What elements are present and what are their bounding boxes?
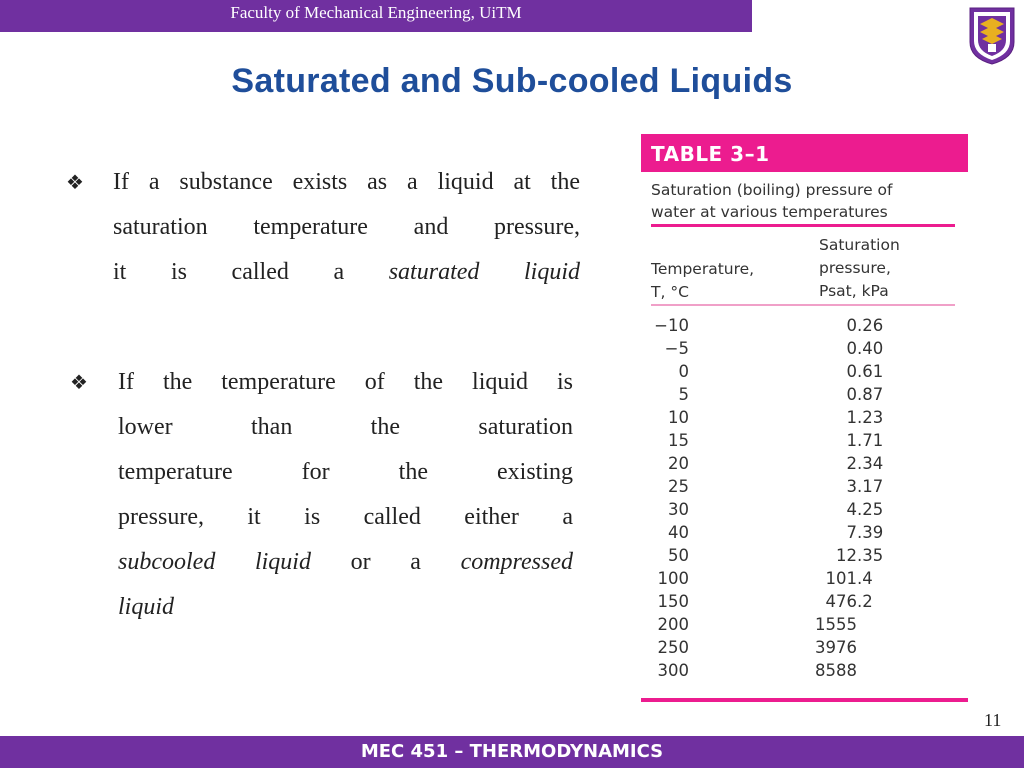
bullet-1-line-3-text: it is called a: [113, 259, 389, 285]
pressure-cell: 1.71: [846, 431, 884, 450]
table-row: [641, 431, 968, 454]
table-caption-line-2: water at various temperatures: [651, 203, 888, 221]
pressure-cell: 2.34: [846, 454, 884, 473]
bullet-2-line-5-mid: or a: [310, 549, 461, 575]
pressure-cell: 12.35: [836, 546, 884, 565]
column-header-pressure-line-2: pressure,: [819, 259, 891, 277]
temperature-cell: 50: [668, 546, 689, 565]
column-header-temperature-line-2: T, °C: [651, 283, 689, 301]
temperature-cell: 200: [657, 615, 689, 634]
temperature-cell: 300: [657, 661, 689, 680]
temperature-cell: 150: [657, 592, 689, 611]
table-top-rule: [651, 224, 955, 227]
table-caption: [651, 179, 961, 223]
pressure-cell: 3.17: [846, 477, 884, 496]
pressure-cell: 4.25: [846, 500, 884, 519]
bullet-2-line-2: lower than the saturation: [118, 414, 573, 440]
pressure-cell: 0.87: [846, 385, 884, 404]
temperature-cell: 25: [668, 477, 689, 496]
uitm-logo-icon: [966, 4, 1018, 66]
table-row: [641, 615, 968, 638]
temperature-cell: 30: [668, 500, 689, 519]
pressure-cell: 1555: [815, 615, 857, 634]
subcooled-liquid-term: subcooled liquid: [118, 549, 311, 575]
pressure-cell: 0.26: [846, 316, 884, 335]
bullet-2-line-5: [118, 540, 573, 585]
bullet-2-line-6: [118, 585, 573, 630]
pressure-cell: 0.61: [846, 362, 884, 381]
temperature-cell: −5: [664, 339, 689, 358]
temperature-cell: 10: [668, 408, 689, 427]
table-row: [641, 477, 968, 500]
bullet-2-line-4: pressure, it is called either a: [118, 504, 573, 530]
bullet-diamond-icon: ❖: [70, 372, 88, 394]
pressure-cell: 0.40: [846, 339, 884, 358]
table-row: [641, 339, 968, 362]
bullet-2-line-1: If the temperature of the liquid is: [118, 369, 573, 395]
temperature-cell: 250: [657, 638, 689, 657]
bullet-1-line-3: [113, 250, 580, 295]
table-row: [641, 500, 968, 523]
temperature-cell: 20: [668, 454, 689, 473]
bullet-2-line-3: temperature for the existing: [118, 459, 573, 485]
table-row: [641, 638, 968, 661]
liquid-term: liquid: [118, 594, 175, 620]
header-gap: [752, 0, 950, 32]
pressure-cell: 7.39: [846, 523, 884, 542]
table-row: [641, 546, 968, 569]
saturation-table: [641, 134, 968, 704]
saturated-liquid-term: saturated liquid: [388, 259, 580, 285]
temperature-cell: 100: [657, 569, 689, 588]
pressure-cell: 8588: [815, 661, 857, 680]
pressure-cell: 476.2: [825, 592, 873, 611]
compressed-term: compressed: [460, 549, 573, 575]
page-title: Saturated and Sub-cooled Liquids: [231, 62, 793, 100]
table-row: [641, 592, 968, 615]
column-header-pressure: [819, 234, 900, 303]
temperature-cell: 15: [668, 431, 689, 450]
page-number: 11: [984, 710, 1002, 730]
temperature-cell: 40: [668, 523, 689, 542]
footer-text: MEC 451 – THERMODYNAMICS: [360, 741, 664, 762]
table-row: [641, 385, 968, 408]
bullet-diamond-icon: ❖: [66, 172, 84, 194]
pressure-cell: 3976: [815, 638, 857, 657]
bullet-1-line-1: If a substance exists as a liquid at the: [113, 169, 580, 195]
table-row: [641, 408, 968, 431]
temperature-cell: 5: [678, 385, 689, 404]
table-caption-line-1: Saturation (boiling) pressure of: [651, 181, 893, 199]
table-row: [641, 454, 968, 477]
table-row: [641, 661, 968, 684]
column-header-pressure-line-1: Saturation: [819, 236, 900, 254]
pressure-cell: 1.23: [846, 408, 884, 427]
column-header-temperature-line-1: Temperature,: [651, 260, 755, 278]
bullet-1-line-2: saturation temperature and pressure,: [113, 214, 580, 240]
table-row: [641, 316, 968, 339]
table-header-rule: [651, 304, 955, 306]
table-row: [641, 362, 968, 385]
column-header-pressure-line-3: Psat, kPa: [819, 282, 889, 300]
table-bottom-rule: [641, 698, 968, 702]
temperature-cell: −10: [654, 316, 689, 335]
pressure-cell: 101.4: [825, 569, 873, 588]
temperature-cell: 0: [678, 362, 689, 381]
header-text: Faculty of Mechanical Engineering, UiTM: [230, 3, 522, 22]
table-row: [641, 523, 968, 546]
table-row: [641, 569, 968, 592]
column-header-temperature: [651, 258, 754, 304]
table-label: TABLE 3–1: [651, 142, 770, 166]
